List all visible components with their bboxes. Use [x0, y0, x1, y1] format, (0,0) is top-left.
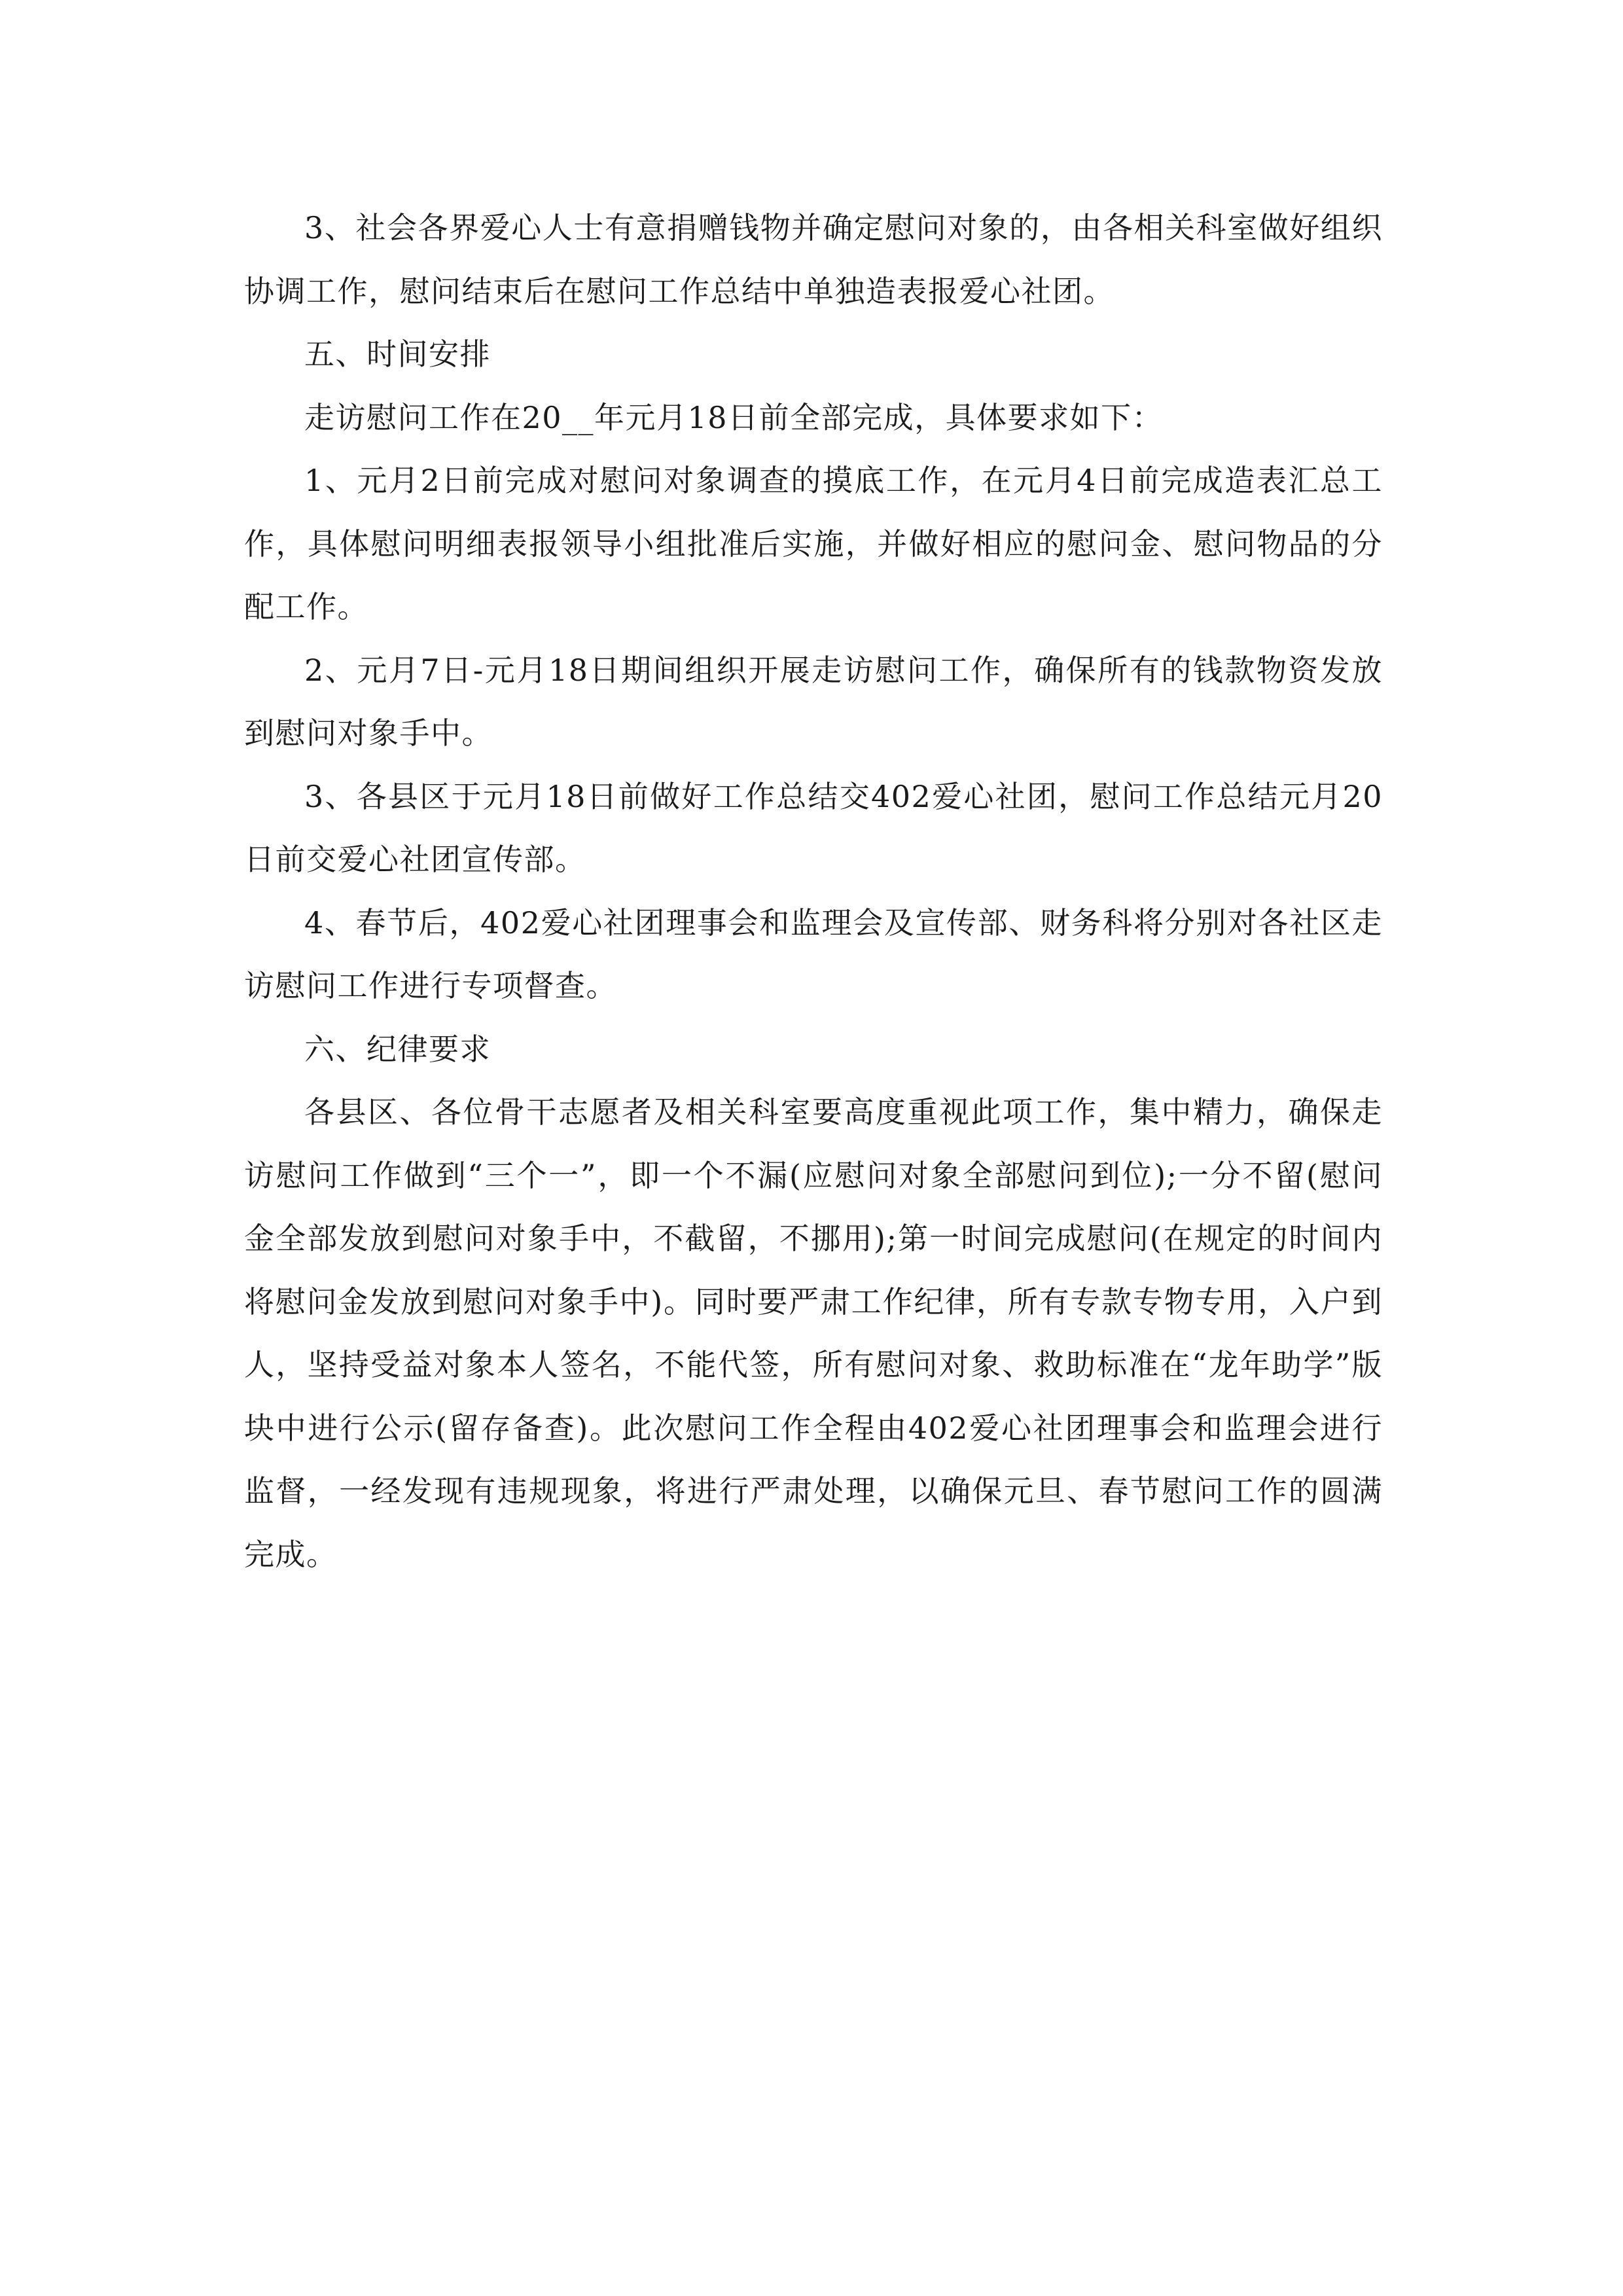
paragraph-schedule-item2: 2、元月7日-元月18日期间组织开展走访慰问工作，确保所有的钱款物资发放到慰问对象手中。 [244, 652, 1383, 751]
paragraph-schedule-intro: 走访慰问工作在20__年元月18日前全部完成，具体要求如下： [304, 399, 1164, 435]
paragraph-item3-donations: 3、社会各界爱心人士有意捐赠钱物并确定慰问对象的，由各相关科室做好组织协调工作，慰问结束后在慰问工作总结中单独造表报爱心社团。 [244, 210, 1383, 309]
paragraph-schedule-item1: 1、元月2日前完成对慰问对象调查的摸底工作，在元月4日前完成造表汇总工作，具体慰问明细表报领导小组批准后实施，并做好相应的慰问金、慰问物品的分配工作。 [244, 463, 1383, 624]
paragraph-discipline-body: 各县区、各位骨干志愿者及相关科室要高度重视此项工作，集中精力，确保走访慰问工作做到“三个一”，即一个不漏(应慰问对象全部慰问到位);一分不留(慰问金全部发放到慰问对象手中，不截留，不挪用);第一时间完成慰问(在规定的时间内将慰问金发放到慰问对象手中)。同时要严肃工作纪律，所有专款专物专用，入户到人，坚持受益对象本人签名，不能代签，所有慰问对象、救助标准在“龙年助学”版块中进行公示(留存备查)。此次慰问工作全程由402爱心社团理事会和监理会进行监督，一经发现有违规现象，将进行严肃处理，以确保元旦、春节慰问工作的圆满完成。 [244, 1094, 1383, 1572]
paragraph-schedule-item4: 4、春节后，402爱心社团理事会和监理会及宣传部、财务科将分别对各社区走访慰问工作进行专项督查。 [244, 905, 1383, 1003]
document-body [244, 196, 1383, 1586]
section-heading-discipline: 六、纪律要求 [304, 1031, 491, 1067]
paragraph-schedule-item3: 3、各县区于元月18日前做好工作总结交402爱心社团，慰问工作总结元月20日前交爱心社团宣传部。 [244, 778, 1383, 877]
section-heading-schedule: 五、时间安排 [304, 336, 491, 372]
